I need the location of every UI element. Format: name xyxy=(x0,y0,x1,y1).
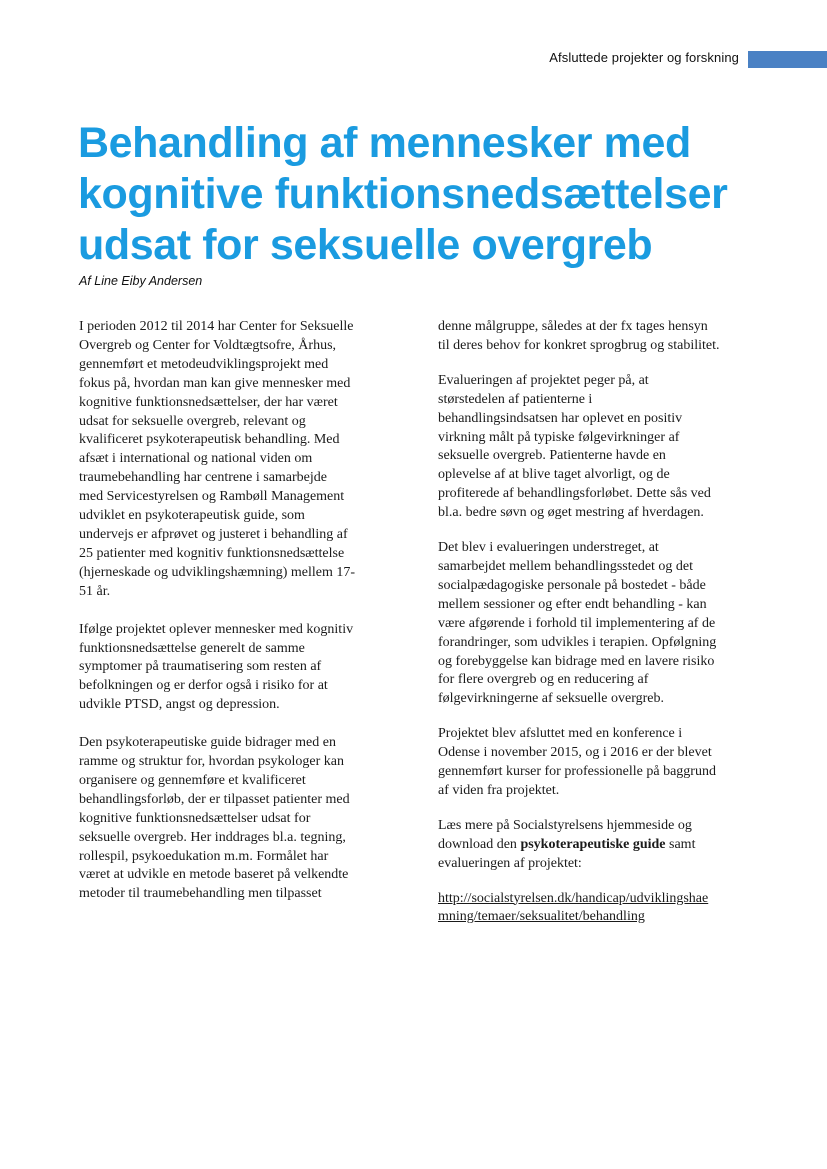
text-line: Læs mere på Socialstyrelsens hjemmeside og xyxy=(438,817,692,833)
header-accent-bar xyxy=(748,51,827,68)
right-column xyxy=(438,318,752,927)
text-line xyxy=(438,836,752,855)
text-line: profiterede af behandlingsforløbet. Dette sås ved xyxy=(438,486,711,502)
text-line: kognitive funktionsnedsættelser udsat for xyxy=(79,810,311,826)
article-title xyxy=(78,118,778,271)
title-line: udsat for seksuelle overgreb xyxy=(78,221,653,269)
url-link[interactable]: http://socialstyrelsen.dk/handicap/udviklingshae xyxy=(438,890,709,906)
paragraph xyxy=(438,725,752,801)
text-line: kognitive funktionsnedsættelser, der har været xyxy=(79,394,338,410)
text-line: været at udvikle en metode baseret på velkendte xyxy=(79,867,349,883)
paragraph xyxy=(438,817,752,874)
text-line: med Servicestyrelsen og Rambøll Management xyxy=(79,489,345,505)
text-line: af viden fra projektet. xyxy=(438,782,560,798)
paragraph xyxy=(438,318,752,356)
text-line: befolkningen og er derfor også i risiko for at xyxy=(79,678,328,694)
text-line: 51 år. xyxy=(79,583,111,599)
paragraph xyxy=(79,734,389,904)
text-line: Overgreb og Center for Voldtægtsofre, Århus, xyxy=(79,337,337,353)
paragraph xyxy=(79,318,389,602)
text-line: og forebyggelse kan bidrage med en lavere risiko xyxy=(438,653,715,669)
text-fragment: download den xyxy=(438,836,521,852)
text-line: seksuelle overgreb. Her inddrages bl.a. tegning, xyxy=(79,829,346,845)
text-line: gennemført et metodeudviklingsprojekt med xyxy=(79,356,329,372)
text-line: Den psykoterapeutiske guide bidrager med en xyxy=(79,735,336,751)
link-paragraph xyxy=(438,890,752,928)
url-link[interactable]: mning/temaer/seksualitet/behandling xyxy=(438,909,645,925)
text-fragment: samt xyxy=(665,836,696,852)
text-line: kvalificeret psykoterapeutisk behandling. Med xyxy=(79,432,340,448)
text-line: udvikle PTSD, angst og depression. xyxy=(79,697,280,713)
text-line: til deres behov for konkret sprogbrug og stabilitet. xyxy=(438,337,720,353)
text-line: bl.a. bedre søvn og øget mestring af hverdagen. xyxy=(438,505,704,521)
text-line: gennemført kurser for professionelle på baggrund xyxy=(438,764,716,780)
paragraph xyxy=(79,621,389,716)
paragraph xyxy=(438,539,752,709)
text-line: følgevirkningerne af seksuelle overgreb. xyxy=(438,691,664,707)
text-line: Odense i november 2015, og i 2016 er der blevet xyxy=(438,745,712,761)
text-line: for flere overgreb og en reducering af xyxy=(438,672,649,688)
text-line: symptomer på traumatisering som resten af xyxy=(79,659,322,675)
left-column xyxy=(79,318,389,904)
text-line: Projektet blev afsluttet med en konference i xyxy=(438,726,683,742)
text-line: mellem sessioner og efter endt behandling - kan xyxy=(438,596,707,612)
text-line: denne målgruppe, således at der fx tages hensyn xyxy=(438,319,708,334)
text-line: oplevelse af at blive taget alvorligt, og de xyxy=(438,467,670,483)
paragraph xyxy=(438,372,752,523)
text-line: samarbejdet mellem behandlingsstedet og det xyxy=(438,558,694,574)
text-line: organisere og gennemføre et kvalificeret xyxy=(79,772,306,788)
text-line: (hjerneskade og udviklingshæmning) mellem 17- xyxy=(79,564,356,580)
text-line: Evalueringen af projektet peger på, at xyxy=(438,372,649,388)
text-line: I perioden 2012 til 2014 har Center for Seksuelle xyxy=(79,319,354,334)
text-line: metoder til traumebehandling men tilpasset xyxy=(79,886,322,902)
text-line: undervejs er afprøvet og justeret i behandling af xyxy=(79,526,348,542)
text-line: fokus på, hvordan man kan give mennesker med xyxy=(79,375,351,391)
text-line: udviklet en psykoterapeutisk guide, som xyxy=(79,508,305,524)
text-line: størstedelen af patienterne i xyxy=(438,391,593,407)
text-line: behandlingsindsatsen har oplevet en positiv xyxy=(438,410,683,426)
section-header: Afsluttede projekter og forskning xyxy=(549,50,739,65)
text-line: afsæt i international og national viden om xyxy=(79,451,313,467)
text-line: 25 patienter med kognitiv funktionsnedsættelse xyxy=(79,545,345,561)
text-line: virkning målt på typiske følgevirkninger af xyxy=(438,429,680,445)
text-line: Det blev i evalueringen understreget, at xyxy=(438,540,659,556)
text-line: evalueringen af projektet: xyxy=(438,855,582,871)
text-line: funktionsnedsættelse generelt de samme xyxy=(79,640,305,656)
text-line: traumebehandling har centrene i samarbejde xyxy=(79,470,327,486)
text-line: socialpædagogiske personale på bostedet - både xyxy=(438,577,706,593)
text-line: udsat for seksuelle overgreb, relevant og xyxy=(79,413,306,429)
text-line: Ifølge projektet oplever mennesker med kognitiv xyxy=(79,621,354,637)
text-line: være afgørende i forhold til implementering af de xyxy=(438,615,716,631)
text-line: seksuelle overgreb. Patienterne havde en xyxy=(438,448,666,464)
article-author: Af Line Eiby Andersen xyxy=(79,274,203,288)
title-line: kognitive funktionsnedsættelser xyxy=(78,170,728,218)
text-line: forandringer, som udvikles i terapien. Opfølgning xyxy=(438,634,717,650)
text-line: behandlingsforløb, der er tilpasset patienter med xyxy=(79,791,350,807)
text-line: rollespil, psykoedukation m.m. Formålet har xyxy=(79,848,329,864)
title-line: Behandling af mennesker med xyxy=(78,119,691,167)
guide-name-bold: psykoterapeutiske guide xyxy=(520,836,666,852)
text-line: ramme og struktur for, hvordan psykologer kan xyxy=(79,754,344,770)
